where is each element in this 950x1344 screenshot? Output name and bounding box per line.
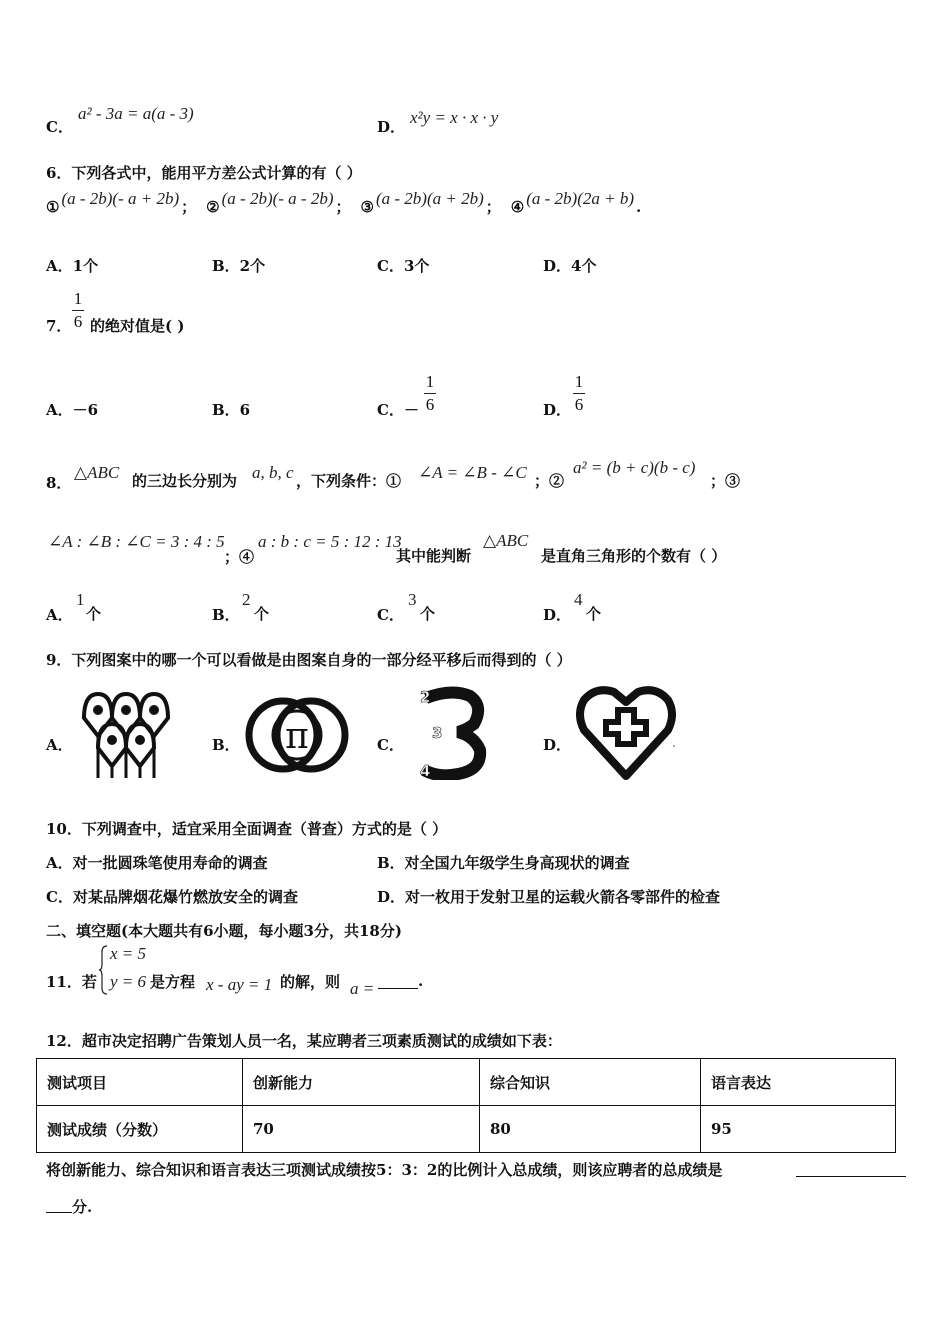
q7-fraction-numerator: 1 xyxy=(73,289,83,308)
table-header-cell: 创新能力 xyxy=(243,1059,480,1106)
q7-option-c-fraction xyxy=(424,372,436,415)
q9-figure-c-digit: 3 xyxy=(432,724,443,742)
q8-option-b-unit: 个 xyxy=(254,605,270,623)
q9-label-b: B． xyxy=(212,736,240,754)
q6-item-mark: ② xyxy=(206,198,220,216)
q6-item-sep: ； xyxy=(335,198,351,216)
q5-option-c-label: C． xyxy=(46,118,73,136)
q8-text-4: ；③ xyxy=(710,472,741,490)
q6-items xyxy=(46,189,642,217)
q8-option-d-label: D． xyxy=(543,606,572,624)
q7-stem: 的绝对值是( ) xyxy=(90,317,185,335)
q6-item-expr: (a - 2b)(a + 2b) xyxy=(375,189,484,208)
q11-end: . xyxy=(418,972,424,990)
q8-option-d-unit: 个 xyxy=(586,605,602,623)
q10-option-c: C．对某品牌烟花爆竹燃放安全的调查 xyxy=(46,888,298,906)
table-cell: 80 xyxy=(480,1106,701,1153)
q8-text-7: 是直角三角形的个数有（ ） xyxy=(541,547,727,565)
q8-option-c-num: 3 xyxy=(408,590,417,609)
q8-text-3: ；② xyxy=(534,472,565,490)
q6-item-expr: (a - 2b)(2a + b) xyxy=(526,189,635,208)
q7-option-d-denominator: 6 xyxy=(574,395,584,414)
q7-option-d-label: D． xyxy=(543,401,572,419)
q11-number: 11．若 xyxy=(46,973,97,991)
q6-item-mark: ④ xyxy=(510,198,525,216)
q9-label-d: D． xyxy=(543,736,572,754)
q6-item-expr: (a - 2b)(- a + 2b) xyxy=(61,189,180,208)
q8-triangle-2: △ABC xyxy=(483,531,529,550)
q6-item-expr: (a - 2b)(- a - 2b) xyxy=(221,189,334,208)
q7-option-d-numerator: 1 xyxy=(574,372,584,391)
table-cell: 测试成绩（分数） xyxy=(37,1106,243,1153)
table-cell: 95 xyxy=(701,1106,896,1153)
table-row xyxy=(37,1059,896,1106)
q7-option-b: B．6 xyxy=(212,401,251,419)
q6-stem: 6．下列各式中，能用平方差公式计算的有（ ） xyxy=(46,164,362,182)
q8-condition-2: a² = (b + c)(b - c) xyxy=(573,458,696,477)
q12-stem: 12．超市决定招聘广告策划人员一名，某应聘者三项素质测试的成绩如下表： xyxy=(46,1032,562,1050)
q9-figure-c-digit: 2 xyxy=(420,688,431,706)
q6-item-sep: . xyxy=(636,198,642,216)
q6-item-mark: ① xyxy=(46,198,60,216)
q11-answer-blank[interactable] xyxy=(378,972,418,989)
q7-fraction xyxy=(72,289,84,332)
q7-option-c-denominator: 6 xyxy=(425,395,435,414)
q7-option-c-numerator: 1 xyxy=(425,372,435,391)
q8-text-6: 其中能判断 xyxy=(396,547,472,565)
q7-number: 7． xyxy=(46,317,72,335)
q8-triangle: △ABC xyxy=(74,463,120,482)
q10-option-d: D．对一枚用于发射卫星的运载火箭各零部件的检查 xyxy=(377,888,721,906)
q12-answer-blank-continued[interactable] xyxy=(46,1196,72,1213)
q9-label-a: A． xyxy=(46,736,73,754)
q5-option-c-expr: a² - 3a = a(a - 3) xyxy=(78,104,194,123)
q11-system-eq-1: x = 5 xyxy=(110,944,147,963)
q12-question-text: 将创新能力、综合知识和语言表达三项测试成绩按5：3：2的比例计入总成绩，则该应聘者的总成绩是 xyxy=(46,1161,723,1179)
q12-score-table xyxy=(36,1058,896,1153)
q7-option-a: A．－6 xyxy=(46,401,99,419)
q8-condition-3: ∠A : ∠B : ∠C = 3 : 4 : 5 xyxy=(48,532,225,551)
section-2-heading: 二、填空题(本大题共有6小题，每小题3分，共18分) xyxy=(46,922,402,940)
q8-option-b-num: 2 xyxy=(242,590,251,609)
q9-label-c: C． xyxy=(377,736,404,754)
q8-option-a-num: 1 xyxy=(76,590,85,609)
table-row xyxy=(37,1106,896,1153)
q6-item-mark: ③ xyxy=(360,198,374,216)
q11-equation: x - ay = 1 xyxy=(206,975,273,994)
q11-system-eq-2: y = 6 xyxy=(110,972,147,991)
q10-option-a: A．对一批圆珠笔使用寿命的调查 xyxy=(46,854,268,872)
q9-figure-b-pi-rings xyxy=(245,690,349,780)
q12-unit: 分. xyxy=(72,1198,93,1216)
q6-item-sep: ； xyxy=(181,198,197,216)
q8-condition-4: a : b : c = 5 : 12 : 13 xyxy=(258,532,402,551)
q6-option-a: A．1个 xyxy=(46,257,99,275)
q8-text-2: ，下列条件：① xyxy=(296,472,402,490)
q12-answer-blank[interactable] xyxy=(796,1160,906,1177)
q10-stem: 10．下列调查中，适宜采用全面调查（普查）方式的是（ ） xyxy=(46,820,448,838)
q11-variable: a = xyxy=(350,979,375,998)
q6-option-b: B．2个 xyxy=(212,257,266,275)
table-cell: 70 xyxy=(243,1106,480,1153)
q9-figure-c-digit: 4 xyxy=(420,762,431,780)
svg-text:π: π xyxy=(285,716,309,757)
q8-number: 8． xyxy=(46,474,72,492)
q7-fraction-denominator: 6 xyxy=(73,312,83,331)
q7-option-d-fraction xyxy=(573,372,585,415)
table-header-cell: 综合知识 xyxy=(480,1059,701,1106)
q8-option-a-label: A． xyxy=(46,606,73,624)
q8-option-d-num: 4 xyxy=(574,590,583,609)
q11-brace-icon xyxy=(98,944,108,996)
q8-option-c-unit: 个 xyxy=(420,605,436,623)
q8-condition-1: ∠A = ∠B - ∠C xyxy=(418,463,527,482)
q5-option-d-expr: x²y = x · x · y xyxy=(410,108,499,127)
q9-figure-c-digit-three xyxy=(418,684,488,780)
q9-figure-d-heart-pattern xyxy=(576,684,676,782)
q8-text-1: 的三边长分别为 xyxy=(132,472,238,490)
q6-option-d: D．4个 xyxy=(543,257,597,275)
q6-item-sep: ； xyxy=(485,198,501,216)
q9-figure-a-feather-pattern xyxy=(78,688,174,780)
q11-text-2: 的解，则 xyxy=(280,973,341,991)
q8-option-b-label: B． xyxy=(212,606,240,624)
q6-option-c: C．3个 xyxy=(377,257,430,275)
q8-sides: a, b, c xyxy=(252,463,294,482)
table-header-cell: 测试项目 xyxy=(37,1059,243,1106)
q8-text-5: ；④ xyxy=(224,548,255,566)
q8-option-c-label: C． xyxy=(377,606,404,624)
q7-option-c-label: C．－ xyxy=(377,401,419,419)
q5-option-d-label: D． xyxy=(377,118,406,136)
q8-option-a-unit: 个 xyxy=(86,605,102,623)
table-header-cell: 语言表达 xyxy=(701,1059,896,1106)
q11-text-1: 是方程 xyxy=(150,973,196,991)
q10-option-b: B．对全国九年级学生身高现状的调查 xyxy=(377,854,630,872)
q9-stem: 9．下列图案中的哪一个可以看做是由图案自身的一部分经平移后而得到的（ ） xyxy=(46,651,572,669)
